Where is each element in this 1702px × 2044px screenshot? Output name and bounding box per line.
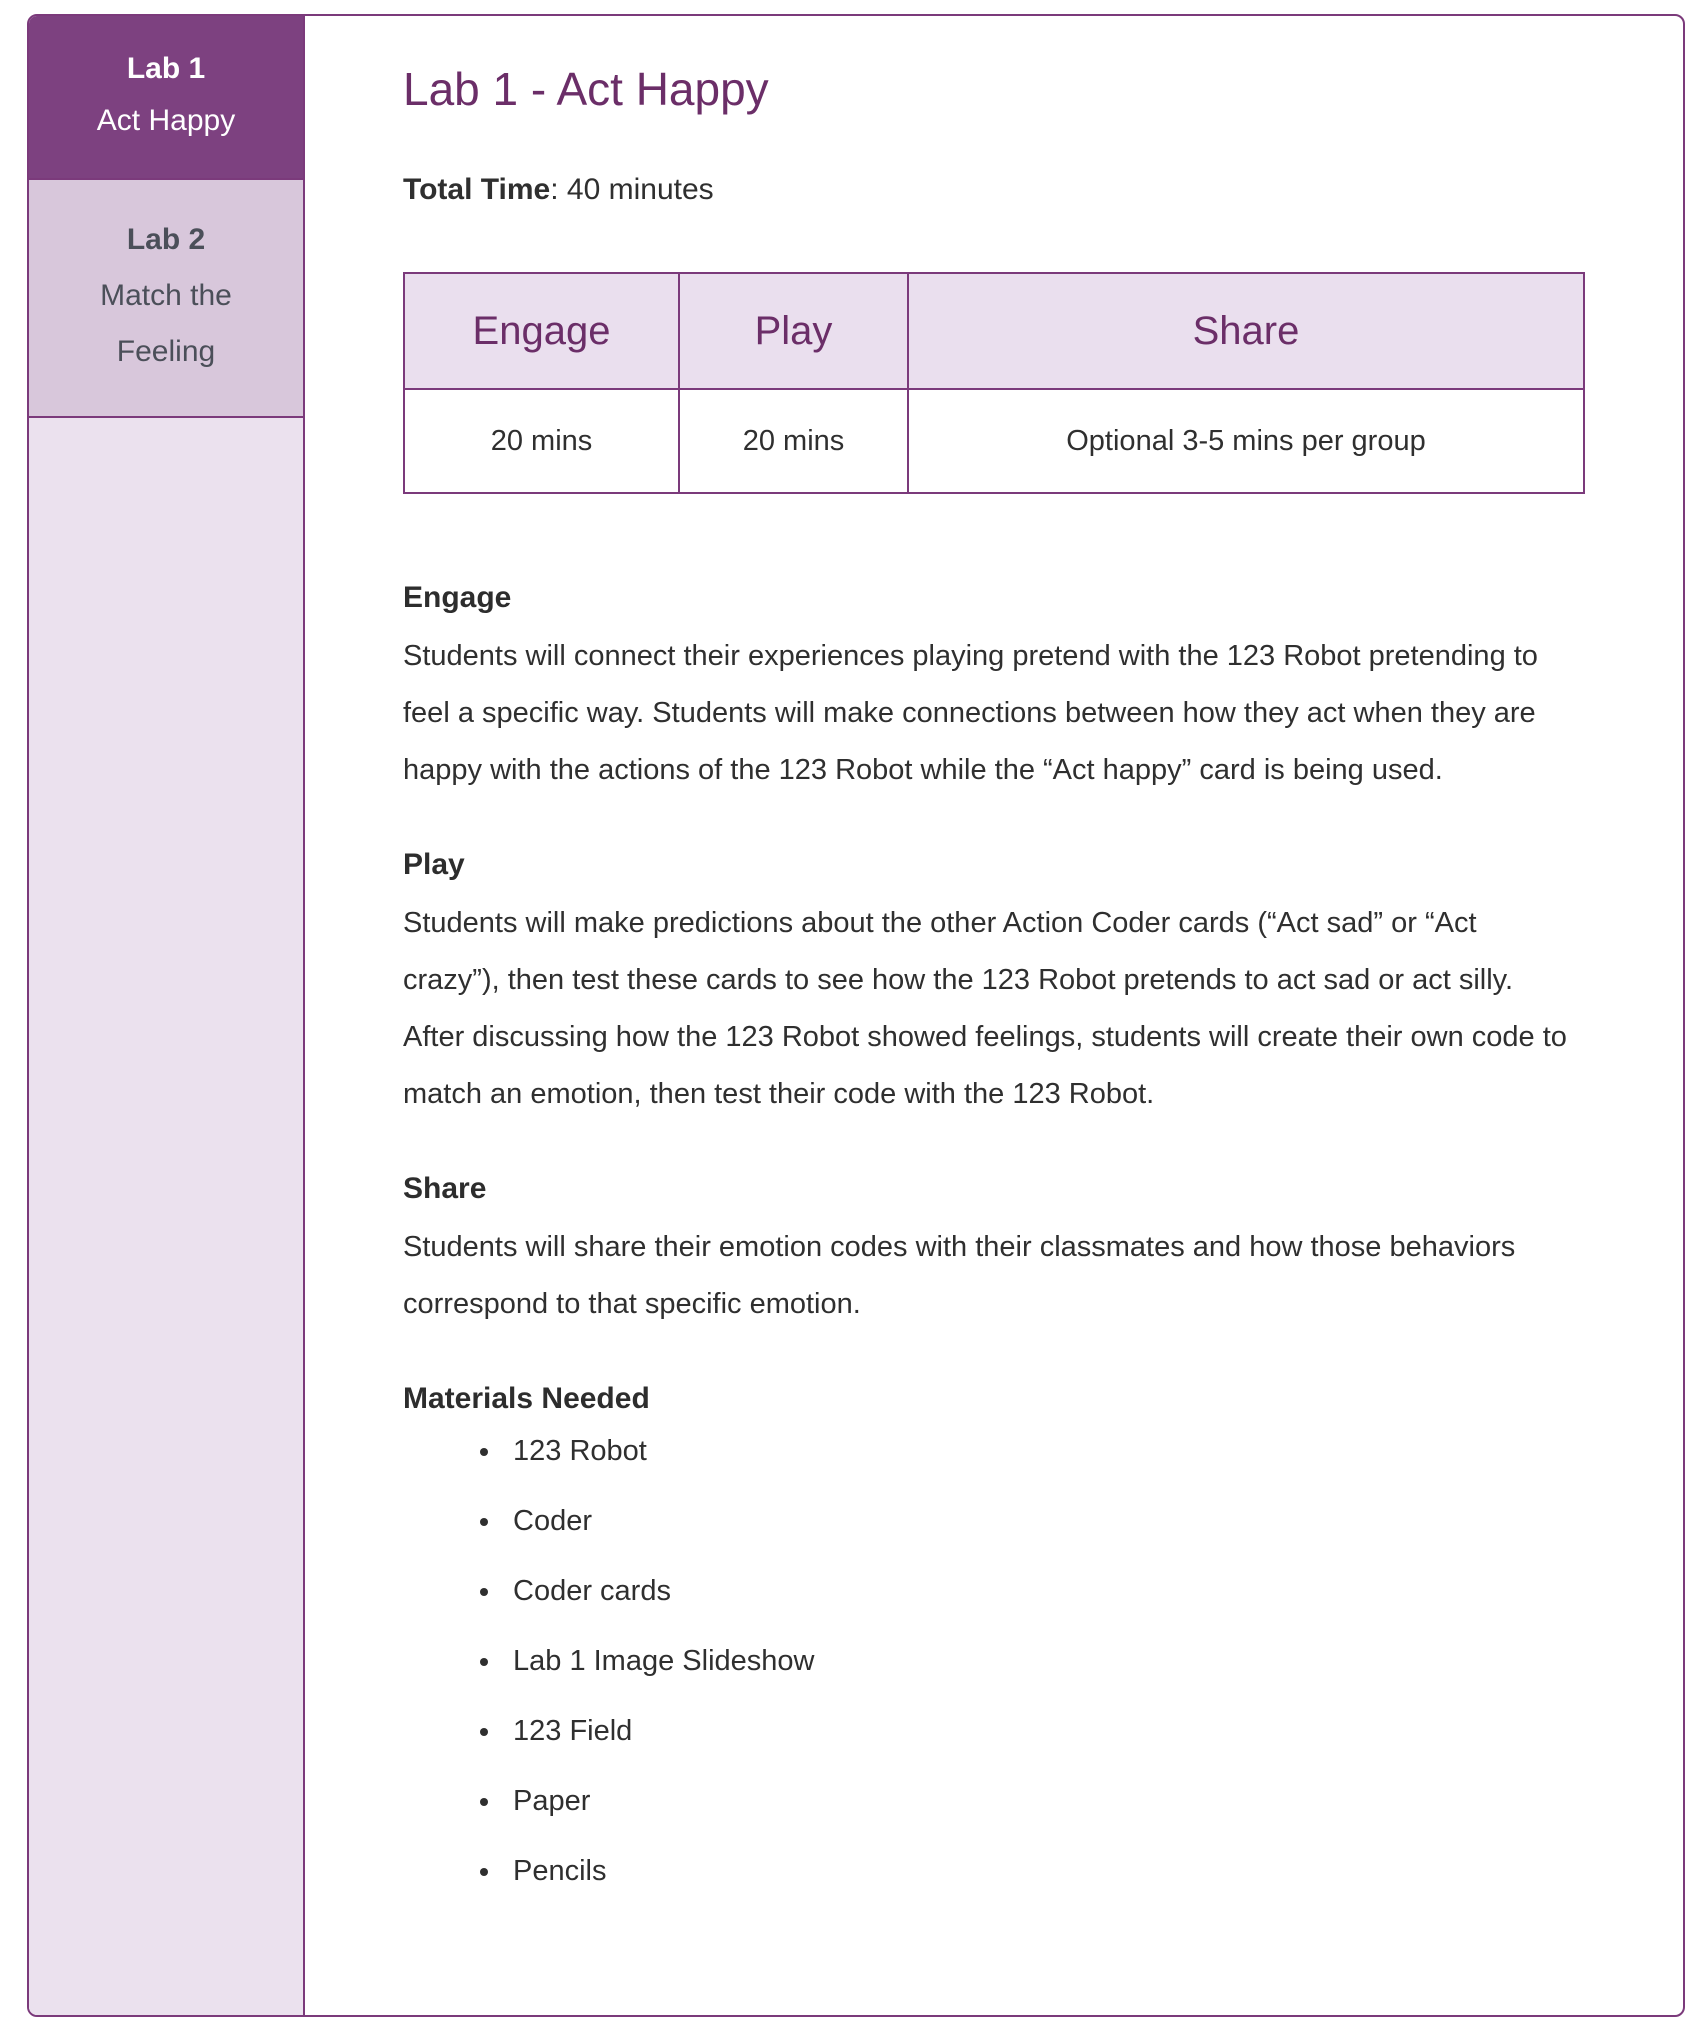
total-time [403,170,1623,210]
lab-sidebar [29,16,305,2015]
materials-list [403,1423,1623,1900]
section-heading-engage: Engage [403,581,512,614]
section-body-share: Students will share their emotion codes with their classmates and how those behaviors correspond to that specific emotion. [403,1231,1516,1320]
list-item: • Paper [503,1773,1623,1830]
schedule-header-engage: Engage [404,273,679,389]
list-item: • Coder [503,1493,1623,1550]
schedule-value-share: Optional 3-5 mins per group [908,389,1584,493]
schedule-header-play: Play [679,273,908,389]
total-time-value: : 40 minutes [550,173,714,206]
list-item: • Coder cards [503,1563,1623,1620]
page-title: Lab 1 - Act Happy [403,63,769,115]
list-item: • 123 Robot [503,1423,1623,1480]
section-heading-share: Share [403,1172,487,1205]
schedule-value-engage: 20 mins [404,389,679,493]
sidebar-lab2-title: Match the Feeling [100,279,232,368]
schedule-header-row [404,273,1584,389]
sidebar-item-lab2[interactable] [29,180,303,418]
schedule-value-play: 20 mins [679,389,908,493]
schedule-value-row [404,389,1584,493]
list-item: • 123 Field [503,1703,1623,1760]
section-heading-play: Play [403,848,465,881]
section-body-play: Students will make predictions about the other Action Coder cards (“Act sad” or “Act crazy”), then test these cards to see how the 123 Robot pretends to act sad or act silly. After discussing how the 123 Robot showed feelings, students will create their own code to match an emotion, then test their code with the 123 Robot. [403,907,1567,1110]
lesson-card [27,14,1685,2017]
sidebar-lab2-label: Lab 2 [126,223,206,256]
materials-heading: Materials Needed [403,1382,650,1415]
sidebar-item-lab1[interactable] [29,16,303,180]
list-item: • Lab 1 Image Slideshow [503,1633,1623,1690]
lesson-content [305,16,1683,2015]
sidebar-lab1-title: Act Happy [96,104,236,137]
schedule-header-share: Share [908,273,1584,389]
sidebar-lab1-label: Lab 1 [126,52,206,85]
schedule-table [403,272,1585,494]
total-time-label: Total Time [403,173,551,206]
list-item: • Pencils [503,1843,1623,1900]
section-body-engage: Students will connect their experiences playing pretend with the 123 Robot pretending to feel a specific way. Students will make connections between how they act when they are happy with the actions of the 123 Robot while the “Act happy” card is being used. [403,640,1538,786]
